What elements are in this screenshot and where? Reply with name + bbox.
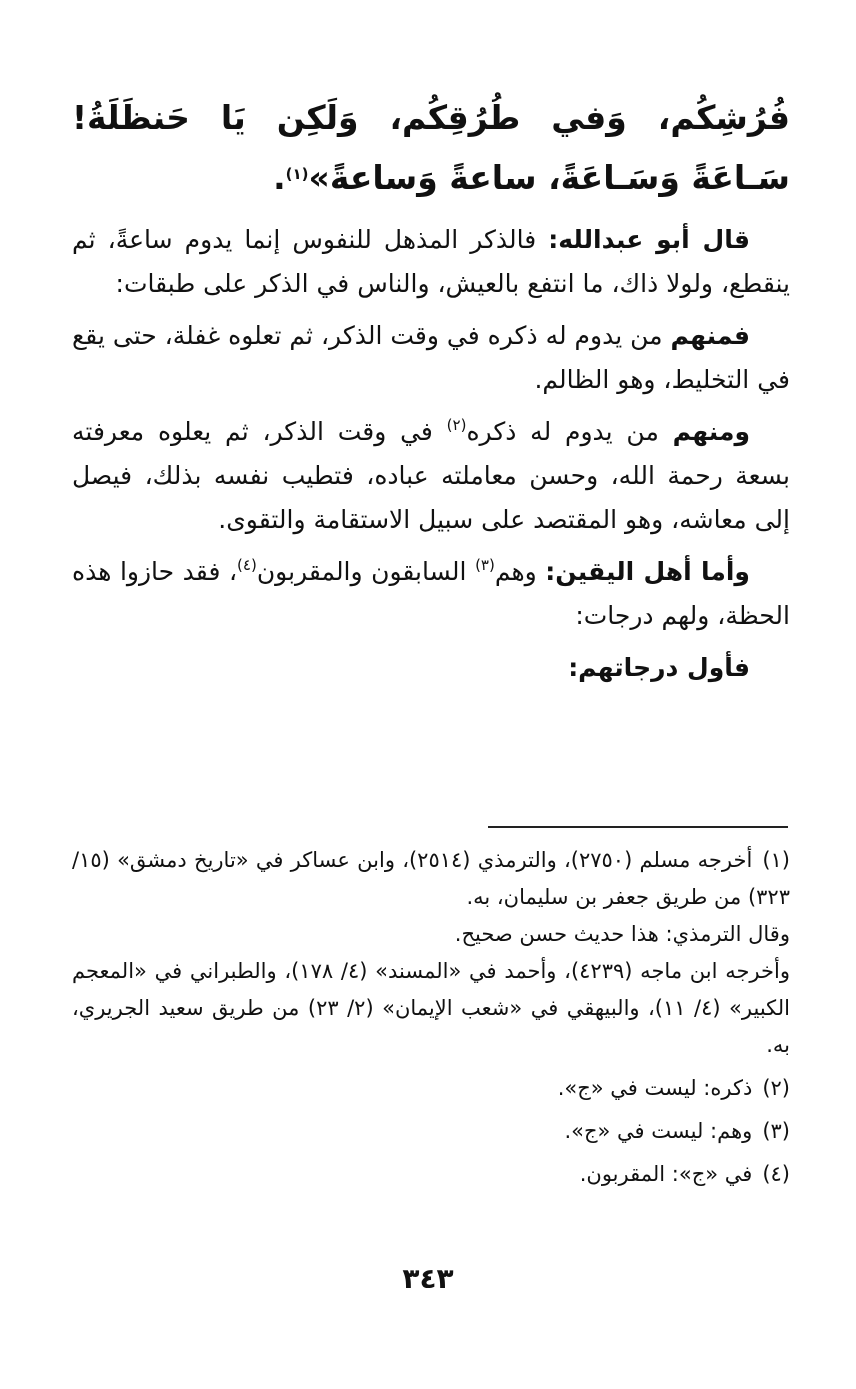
- footnote-1: [72, 842, 790, 1064]
- footnote-number: (٣): [762, 1119, 790, 1143]
- footnote-number: (٢): [762, 1076, 790, 1100]
- footnote-number: (١): [762, 848, 790, 872]
- footnote-text: في «ج»: المقربون.: [579, 1162, 753, 1186]
- paragraph-lead: فمنهم: [670, 321, 750, 350]
- footnote-text: أخرجه مسلم (٢٧٥٠)، والترمذي (٢٥١٤)، وابن عساكر في «تاريخ دمشق» (١٥/ ٣٢٣) من طريق جعفر بن سليمان، به.: [72, 848, 790, 909]
- footnote-ref-2[interactable]: (٢): [446, 416, 467, 434]
- paragraph-abu-abdullah: [72, 218, 790, 306]
- paragraph-text: وهم: [494, 557, 546, 586]
- paragraph-lead: فأول درجاتهم:: [568, 653, 750, 682]
- paragraph-lead: وأما أهل اليقين:: [545, 557, 750, 586]
- footnotes: [72, 842, 790, 1199]
- paragraph-text: في وقت الذكر، ثم يعلوه معرفته بسعة رحمة الله، وحسن معاملته عباده، فتطيب نفسه بذلك، فيصل إلى معاشه، وهو المقتصد على سبيل الاستقامة والتقوى.: [72, 417, 790, 534]
- paragraph-lead: ومنهم: [672, 417, 750, 446]
- footnote-ref-3[interactable]: (٣): [475, 556, 495, 574]
- hadith-text: فُرُشِكُم، وَفي طُرُقِكُم، وَلَكِن يَا حَنظَلَةُ! سَـاعَةً وَسَـاعَةً، ساعةً وَساعةً»: [72, 98, 790, 197]
- paragraph-text: ، فقد حازوا هذه الحظة، ولهم درجات:: [72, 557, 790, 630]
- footnote-4: [72, 1156, 790, 1193]
- paragraph-lead: قال أبو عبدالله:: [548, 225, 750, 254]
- footnote-ref-4[interactable]: (٤): [237, 556, 257, 574]
- paragraph-first-degree: [72, 646, 790, 690]
- footnote-text: ذكره: ليست في «ج».: [557, 1076, 753, 1100]
- footnote-3: [72, 1113, 790, 1150]
- footnote-number: (٤): [762, 1162, 790, 1186]
- paragraph-text: السابقون والمقربون: [256, 557, 476, 586]
- page-number: ٣٤٣: [402, 1262, 454, 1295]
- hadith-end-mark: .: [273, 158, 286, 197]
- main-text: [72, 88, 790, 698]
- paragraph-first-class: [72, 314, 790, 402]
- hadith-ending: [72, 88, 790, 208]
- footnote-text: وهم: ليست في «ج».: [564, 1119, 753, 1143]
- footnote-separator: [488, 826, 788, 828]
- paragraph-second-class: [72, 410, 790, 542]
- footnote-text: وأخرجه ابن ماجه (٤٢٣٩)، وأحمد في «المسند» (٤/ ١٧٨)، والطبراني في «المعجم الكبير» (٤/ ١١)، والبيهقي في «شعب الإيمان» (٢/ ٢٣) من طريق سعيد الجريري، به.: [72, 959, 790, 1057]
- paragraph-text: من يدوم له ذكره في وقت الذكر، ثم تعلوه غفلة، حتى يقع في التخليط، وهو الظالم.: [72, 321, 790, 394]
- footnote-2: [72, 1070, 790, 1107]
- paragraph-text: من يدوم له ذكره: [466, 417, 673, 446]
- footnote-ref-1[interactable]: (١): [285, 165, 309, 183]
- footnote-text: وقال الترمذي: هذا حديث حسن صحيح.: [454, 922, 790, 946]
- paragraph-people-of-certainty: [72, 550, 790, 638]
- paragraph-text: فالذكر المذهل للنفوس إنما يدوم ساعةً، ثم ينقطع، ولولا ذاك، ما انتفع بالعيش، والناس في الذكر على طبقات:: [72, 225, 790, 298]
